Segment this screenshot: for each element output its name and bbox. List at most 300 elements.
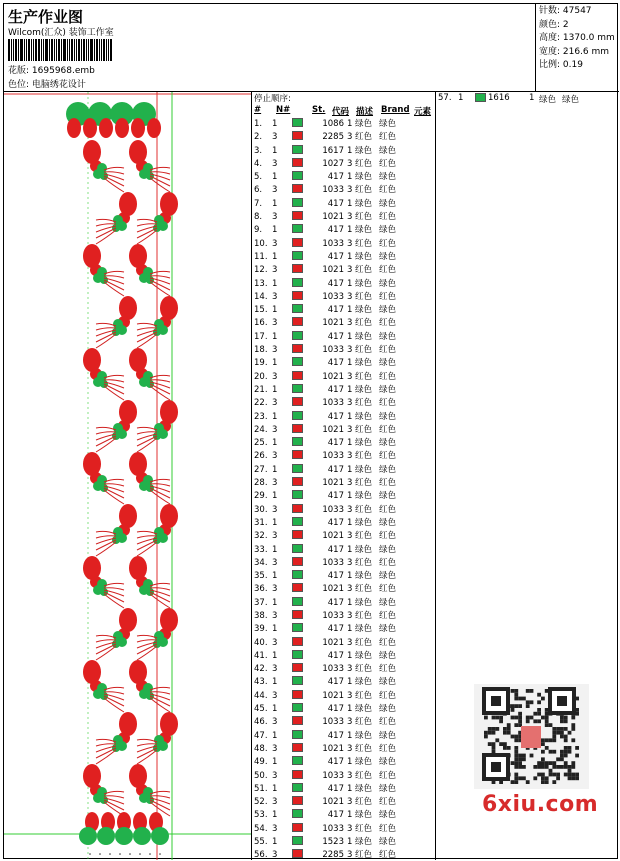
row-brand: 红色 xyxy=(379,318,397,329)
top-strawberry xyxy=(83,118,97,138)
row-color-swatch xyxy=(292,304,303,313)
stoplist-row xyxy=(252,184,436,197)
row-count: 1 xyxy=(347,411,353,422)
row-needle: 1 xyxy=(272,677,278,688)
row-code: 417 xyxy=(327,438,344,449)
row-brand: 红色 xyxy=(379,823,397,834)
top-strawberry xyxy=(99,118,113,138)
tendril xyxy=(137,748,157,758)
strawberry-body xyxy=(129,556,147,580)
barcode-bar xyxy=(56,39,57,61)
row-desc: 绿色 xyxy=(355,119,373,129)
tendril xyxy=(137,332,157,342)
row-index: 26. xyxy=(254,451,268,462)
top-strawberry xyxy=(115,118,129,138)
row-count: 3 xyxy=(347,743,353,754)
row-brand: 红色 xyxy=(379,132,397,143)
row-index: 35. xyxy=(254,571,268,582)
stoplist-row xyxy=(252,730,436,743)
row-desc: 绿色 xyxy=(355,757,373,768)
row-color-swatch xyxy=(292,171,303,180)
tendril xyxy=(137,540,157,550)
stoplist-row xyxy=(252,544,436,557)
stoplist-row xyxy=(252,530,436,543)
row-needle: 3 xyxy=(272,212,278,223)
row-brand: 红色 xyxy=(379,158,397,169)
row-code: 417 xyxy=(327,411,344,422)
row-needle: 1 xyxy=(272,597,278,608)
row-code: 1021 xyxy=(322,318,344,329)
row-count: 3 xyxy=(347,238,353,249)
stoplist-row xyxy=(252,397,436,410)
design-value: 1695968.emb xyxy=(31,66,95,76)
row-desc: 红色 xyxy=(355,664,373,675)
row-color-swatch xyxy=(292,411,303,420)
tendril xyxy=(96,540,116,550)
stoplist-row xyxy=(252,211,436,224)
row-brand: 红色 xyxy=(379,664,397,675)
row-code: 1027 xyxy=(322,158,344,169)
row-desc: 绿色 xyxy=(355,411,373,422)
row-count: 1 xyxy=(347,251,353,262)
row-needle: 3 xyxy=(272,371,278,382)
row-brand: 绿色 xyxy=(379,305,397,316)
row-count: 3 xyxy=(347,291,353,302)
tendril xyxy=(137,427,157,430)
strawberry-body xyxy=(83,140,101,164)
row-color-swatch xyxy=(292,676,303,685)
row-needle: 1 xyxy=(272,517,278,528)
barcode-bar xyxy=(94,39,95,61)
stoplist-row xyxy=(252,371,436,384)
row-color-swatch xyxy=(292,530,303,539)
tendril xyxy=(150,375,170,378)
row-brand: 绿色 xyxy=(379,783,397,794)
row-color-swatch xyxy=(292,464,303,473)
tendril xyxy=(104,271,124,274)
col-stitches: St. xyxy=(312,105,326,115)
row-index: 31. xyxy=(254,517,268,528)
row-brand: 红色 xyxy=(379,717,397,728)
row-brand: 绿色 xyxy=(379,198,397,209)
row-count: 3 xyxy=(347,717,353,728)
stoplist-row xyxy=(252,317,436,330)
tendril xyxy=(96,739,116,742)
dot xyxy=(139,853,141,855)
row-index: 17. xyxy=(254,331,268,342)
row-index: 13. xyxy=(254,278,268,289)
row-brand: 绿色 xyxy=(379,411,397,422)
row-index: 56. xyxy=(254,850,268,861)
row-index: 19. xyxy=(254,358,268,369)
tendril xyxy=(150,271,170,274)
row-brand: 红色 xyxy=(379,398,397,409)
top-strawberry xyxy=(147,118,161,138)
row-brand: 绿色 xyxy=(379,464,397,475)
stoplist-row xyxy=(252,557,436,570)
tendril xyxy=(96,644,116,654)
strawberry-body xyxy=(119,296,137,320)
row-color-swatch xyxy=(292,504,303,513)
dot xyxy=(159,853,161,855)
row-index: 40. xyxy=(254,637,268,648)
row-needle: 1 xyxy=(272,251,278,262)
tendril xyxy=(137,531,157,534)
bottom-leaf xyxy=(151,827,169,845)
tendril xyxy=(96,635,116,638)
stoplist-rows xyxy=(252,118,436,861)
row-desc: 绿色 xyxy=(355,198,373,209)
row-needle: 3 xyxy=(272,531,278,542)
top-strawberry xyxy=(131,118,145,138)
row-desc: 绿色 xyxy=(355,704,373,715)
row-desc: 红色 xyxy=(355,371,373,382)
row-brand: 绿色 xyxy=(379,597,397,608)
row-brand: 红色 xyxy=(379,610,397,621)
row-color-swatch xyxy=(292,743,303,752)
stoplist-continuation-row xyxy=(436,92,619,106)
row-color-swatch xyxy=(292,796,303,805)
row-needle: 3 xyxy=(272,291,278,302)
top-strawberry xyxy=(67,118,81,138)
row-desc: 绿色 xyxy=(355,730,373,741)
barcode-bar xyxy=(61,39,62,61)
row-brand: 红色 xyxy=(379,504,397,515)
row-code: 1021 xyxy=(322,265,344,276)
tendril xyxy=(150,687,170,690)
stoplist-row xyxy=(252,823,436,836)
row-color-swatch xyxy=(292,145,303,154)
row-count: 1 xyxy=(347,544,353,555)
row-brand: 红色 xyxy=(379,371,397,382)
row-index: 39. xyxy=(254,624,268,635)
barcode-bar xyxy=(69,39,70,61)
row-index: 16. xyxy=(254,318,268,329)
tendril xyxy=(137,228,157,238)
row-index: 10. xyxy=(254,238,268,249)
tendril xyxy=(104,687,124,690)
row-index: 41. xyxy=(254,650,268,661)
row-code: 1021 xyxy=(322,478,344,489)
row-desc: 红色 xyxy=(355,797,373,808)
row-needle: 3 xyxy=(272,584,278,595)
row-desc: 红色 xyxy=(355,424,373,435)
row-index: 54. xyxy=(254,823,268,834)
row-needle: 3 xyxy=(272,424,278,435)
row-count: 1 xyxy=(347,677,353,688)
row-brand: 红色 xyxy=(379,451,397,462)
dot xyxy=(129,853,131,855)
barcode-bar xyxy=(43,39,44,61)
row-color-swatch xyxy=(292,131,303,140)
row-needle: 1 xyxy=(272,358,278,369)
row-code: 1033 xyxy=(322,557,344,568)
row-count: 1 xyxy=(347,198,353,209)
row-count: 3 xyxy=(347,132,353,143)
stat-scale: 比例: 0.19 xyxy=(539,60,583,70)
row-index: 9. xyxy=(254,225,263,236)
row-brand: 红色 xyxy=(379,185,397,196)
row-color-swatch xyxy=(292,597,303,606)
row-color-swatch xyxy=(292,158,303,167)
embroidery-preview-svg xyxy=(4,92,251,860)
barcode-bar xyxy=(35,39,37,61)
row-code: 417 xyxy=(327,730,344,741)
barcode-bar xyxy=(13,39,14,61)
tendril xyxy=(96,219,116,222)
row-count: 1 xyxy=(347,704,353,715)
row-desc: 绿色 xyxy=(355,650,373,661)
barcode-bar xyxy=(28,39,30,61)
strawberry-body xyxy=(83,556,101,580)
stoplist-row xyxy=(252,570,436,583)
row-needle: 3 xyxy=(272,850,278,861)
row-index: 52. xyxy=(254,797,268,808)
row-count: 1 xyxy=(347,650,353,661)
row-color-swatch xyxy=(292,251,303,260)
row-color-swatch xyxy=(292,450,303,459)
strawberry-body xyxy=(119,712,137,736)
row-color-swatch xyxy=(292,557,303,566)
row-count: 3 xyxy=(347,664,353,675)
row-code: 417 xyxy=(327,331,344,342)
barcode-bar xyxy=(63,39,66,61)
stoplist-row xyxy=(252,450,436,463)
barcode xyxy=(8,39,120,61)
row-needle: 3 xyxy=(272,451,278,462)
bottom-leaf xyxy=(97,827,115,845)
row-needle: 3 xyxy=(272,478,278,489)
row-code: 417 xyxy=(327,225,344,236)
barcode-bar xyxy=(90,39,93,61)
row-brand: 绿色 xyxy=(379,251,397,262)
row-color-swatch xyxy=(292,371,303,380)
company-name: Wilcom(汇众) 装饰工作室 xyxy=(8,28,114,38)
row-needle: 3 xyxy=(272,265,278,276)
row-count: 1 xyxy=(347,119,353,129)
stoplist-row xyxy=(252,331,436,344)
tendril xyxy=(96,228,116,238)
strawberry-body xyxy=(119,504,137,528)
row-color-swatch xyxy=(292,823,303,832)
row-code: 417 xyxy=(327,650,344,661)
row-desc: 红色 xyxy=(355,291,373,302)
stoplist-row xyxy=(252,663,436,676)
strawberry-body xyxy=(129,660,147,684)
row-brand: 红色 xyxy=(379,345,397,356)
row-desc: 绿色 xyxy=(355,837,373,848)
strawberry-body xyxy=(129,764,147,788)
row-index: 11. xyxy=(254,251,268,262)
row-code: 1523 xyxy=(322,837,344,848)
row-code: 417 xyxy=(327,172,344,183)
watermark-text: 6xiu.com xyxy=(482,792,599,817)
row-color-swatch xyxy=(292,544,303,553)
row-desc: 绿色 xyxy=(355,331,373,342)
row-needle: 3 xyxy=(272,797,278,808)
barcode-bar xyxy=(54,39,55,61)
row-desc: 绿色 xyxy=(355,491,373,502)
row-desc: 绿色 xyxy=(355,517,373,528)
strawberry-body xyxy=(83,660,101,684)
row-code: 1021 xyxy=(322,531,344,542)
qr-pattern xyxy=(474,684,589,789)
row-index: 6. xyxy=(254,185,263,196)
row-needle: 1 xyxy=(272,172,278,183)
stoplist-row xyxy=(252,278,436,291)
row-count: 3 xyxy=(347,265,353,276)
row-code: 417 xyxy=(327,810,344,821)
row-count: 1 xyxy=(347,172,353,183)
row-desc: 红色 xyxy=(355,212,373,223)
row-color-swatch xyxy=(292,703,303,712)
row-code: 417 xyxy=(327,597,344,608)
cont-brand: 绿色 xyxy=(562,95,580,105)
row-code: 417 xyxy=(327,251,344,262)
row-desc: 绿色 xyxy=(355,278,373,289)
row-brand: 红色 xyxy=(379,770,397,781)
row-color-swatch xyxy=(292,637,303,646)
strawberry-body xyxy=(129,244,147,268)
barcode-bar xyxy=(76,39,77,61)
col-needle: N# xyxy=(276,105,291,115)
row-color-swatch xyxy=(292,783,303,792)
row-desc: 红色 xyxy=(355,132,373,143)
row-code: 417 xyxy=(327,278,344,289)
row-brand: 绿色 xyxy=(379,119,397,129)
row-index: 49. xyxy=(254,757,268,768)
row-brand: 红色 xyxy=(379,743,397,754)
row-index: 2. xyxy=(254,132,263,143)
col-code: 代码 xyxy=(332,107,350,117)
row-brand: 红色 xyxy=(379,557,397,568)
cont-code: 1616 xyxy=(488,93,510,103)
row-index: 37. xyxy=(254,597,268,608)
row-desc: 绿色 xyxy=(355,358,373,369)
row-needle: 3 xyxy=(272,504,278,515)
strawberry-body xyxy=(83,348,101,372)
row-code: 417 xyxy=(327,358,344,369)
dot xyxy=(119,853,121,855)
stat-height: 高度: 1370.0 mm xyxy=(539,33,615,43)
tendril xyxy=(104,176,124,186)
row-needle: 1 xyxy=(272,411,278,422)
strawberry-body xyxy=(160,712,178,736)
row-count: 1 xyxy=(347,597,353,608)
row-code: 1021 xyxy=(322,584,344,595)
stoplist-row xyxy=(252,198,436,211)
row-code: 1033 xyxy=(322,185,344,196)
dot xyxy=(99,853,101,855)
row-count: 3 xyxy=(347,424,353,435)
row-brand: 绿色 xyxy=(379,730,397,741)
tendril xyxy=(137,323,157,326)
row-count: 3 xyxy=(347,185,353,196)
dot xyxy=(89,853,91,855)
row-color-swatch xyxy=(292,690,303,699)
row-needle: 1 xyxy=(272,837,278,848)
row-code: 1021 xyxy=(322,424,344,435)
sheet-title: 生产作业图 xyxy=(8,8,84,26)
row-code: 417 xyxy=(327,491,344,502)
stoplist-row xyxy=(252,849,436,861)
row-needle: 3 xyxy=(272,158,278,169)
row-color-swatch xyxy=(292,357,303,366)
tendril xyxy=(150,167,170,170)
barcode-bar xyxy=(88,39,89,61)
row-index: 43. xyxy=(254,677,268,688)
stoplist-row xyxy=(252,597,436,610)
row-color-swatch xyxy=(292,663,303,672)
row-brand: 绿色 xyxy=(379,331,397,342)
row-index: 1. xyxy=(254,119,263,129)
row-brand: 绿色 xyxy=(379,384,397,395)
tendril xyxy=(150,384,170,394)
strawberry-body xyxy=(160,608,178,632)
row-desc: 绿色 xyxy=(355,384,373,395)
row-count: 1 xyxy=(347,783,353,794)
row-index: 3. xyxy=(254,145,263,156)
stoplist-row xyxy=(252,809,436,822)
row-index: 42. xyxy=(254,664,268,675)
row-index: 22. xyxy=(254,398,268,409)
stat-colors: 颜色: 2 xyxy=(539,19,569,30)
qr-code xyxy=(474,684,589,789)
stoplist-row xyxy=(252,743,436,756)
row-index: 18. xyxy=(254,345,268,356)
row-code: 1033 xyxy=(322,664,344,675)
row-index: 44. xyxy=(254,690,268,701)
stoplist-row xyxy=(252,703,436,716)
strawberry-body xyxy=(129,140,147,164)
row-desc: 红色 xyxy=(355,850,373,861)
row-count: 3 xyxy=(347,770,353,781)
row-index: 28. xyxy=(254,478,268,489)
barcode-bar xyxy=(51,39,53,61)
row-code: 417 xyxy=(327,517,344,528)
row-count: 1 xyxy=(347,837,353,848)
row-needle: 3 xyxy=(272,823,278,834)
row-color-swatch xyxy=(292,384,303,393)
row-code: 417 xyxy=(327,198,344,209)
row-color-swatch xyxy=(292,490,303,499)
stoplist-row xyxy=(252,264,436,277)
row-desc: 红色 xyxy=(355,743,373,754)
dot xyxy=(109,853,111,855)
tendril xyxy=(96,427,116,430)
row-color-swatch xyxy=(292,211,303,220)
stoplist-row xyxy=(252,716,436,729)
row-code: 417 xyxy=(327,757,344,768)
stoplist-row xyxy=(252,118,436,131)
tendril xyxy=(150,488,170,498)
row-code: 2285 xyxy=(322,132,344,143)
row-index: 4. xyxy=(254,158,263,169)
row-color-swatch xyxy=(292,397,303,406)
stop-sequence-panel xyxy=(252,92,436,860)
stoplist-row xyxy=(252,158,436,171)
row-color-swatch xyxy=(292,756,303,765)
row-needle: 3 xyxy=(272,238,278,249)
row-brand: 绿色 xyxy=(379,491,397,502)
row-brand: 绿色 xyxy=(379,145,397,156)
tendril xyxy=(104,384,124,394)
tendril xyxy=(137,219,157,222)
row-desc: 红色 xyxy=(355,318,373,329)
row-brand: 绿色 xyxy=(379,624,397,635)
barcode-bar xyxy=(103,39,105,61)
stoplist-row xyxy=(252,424,436,437)
